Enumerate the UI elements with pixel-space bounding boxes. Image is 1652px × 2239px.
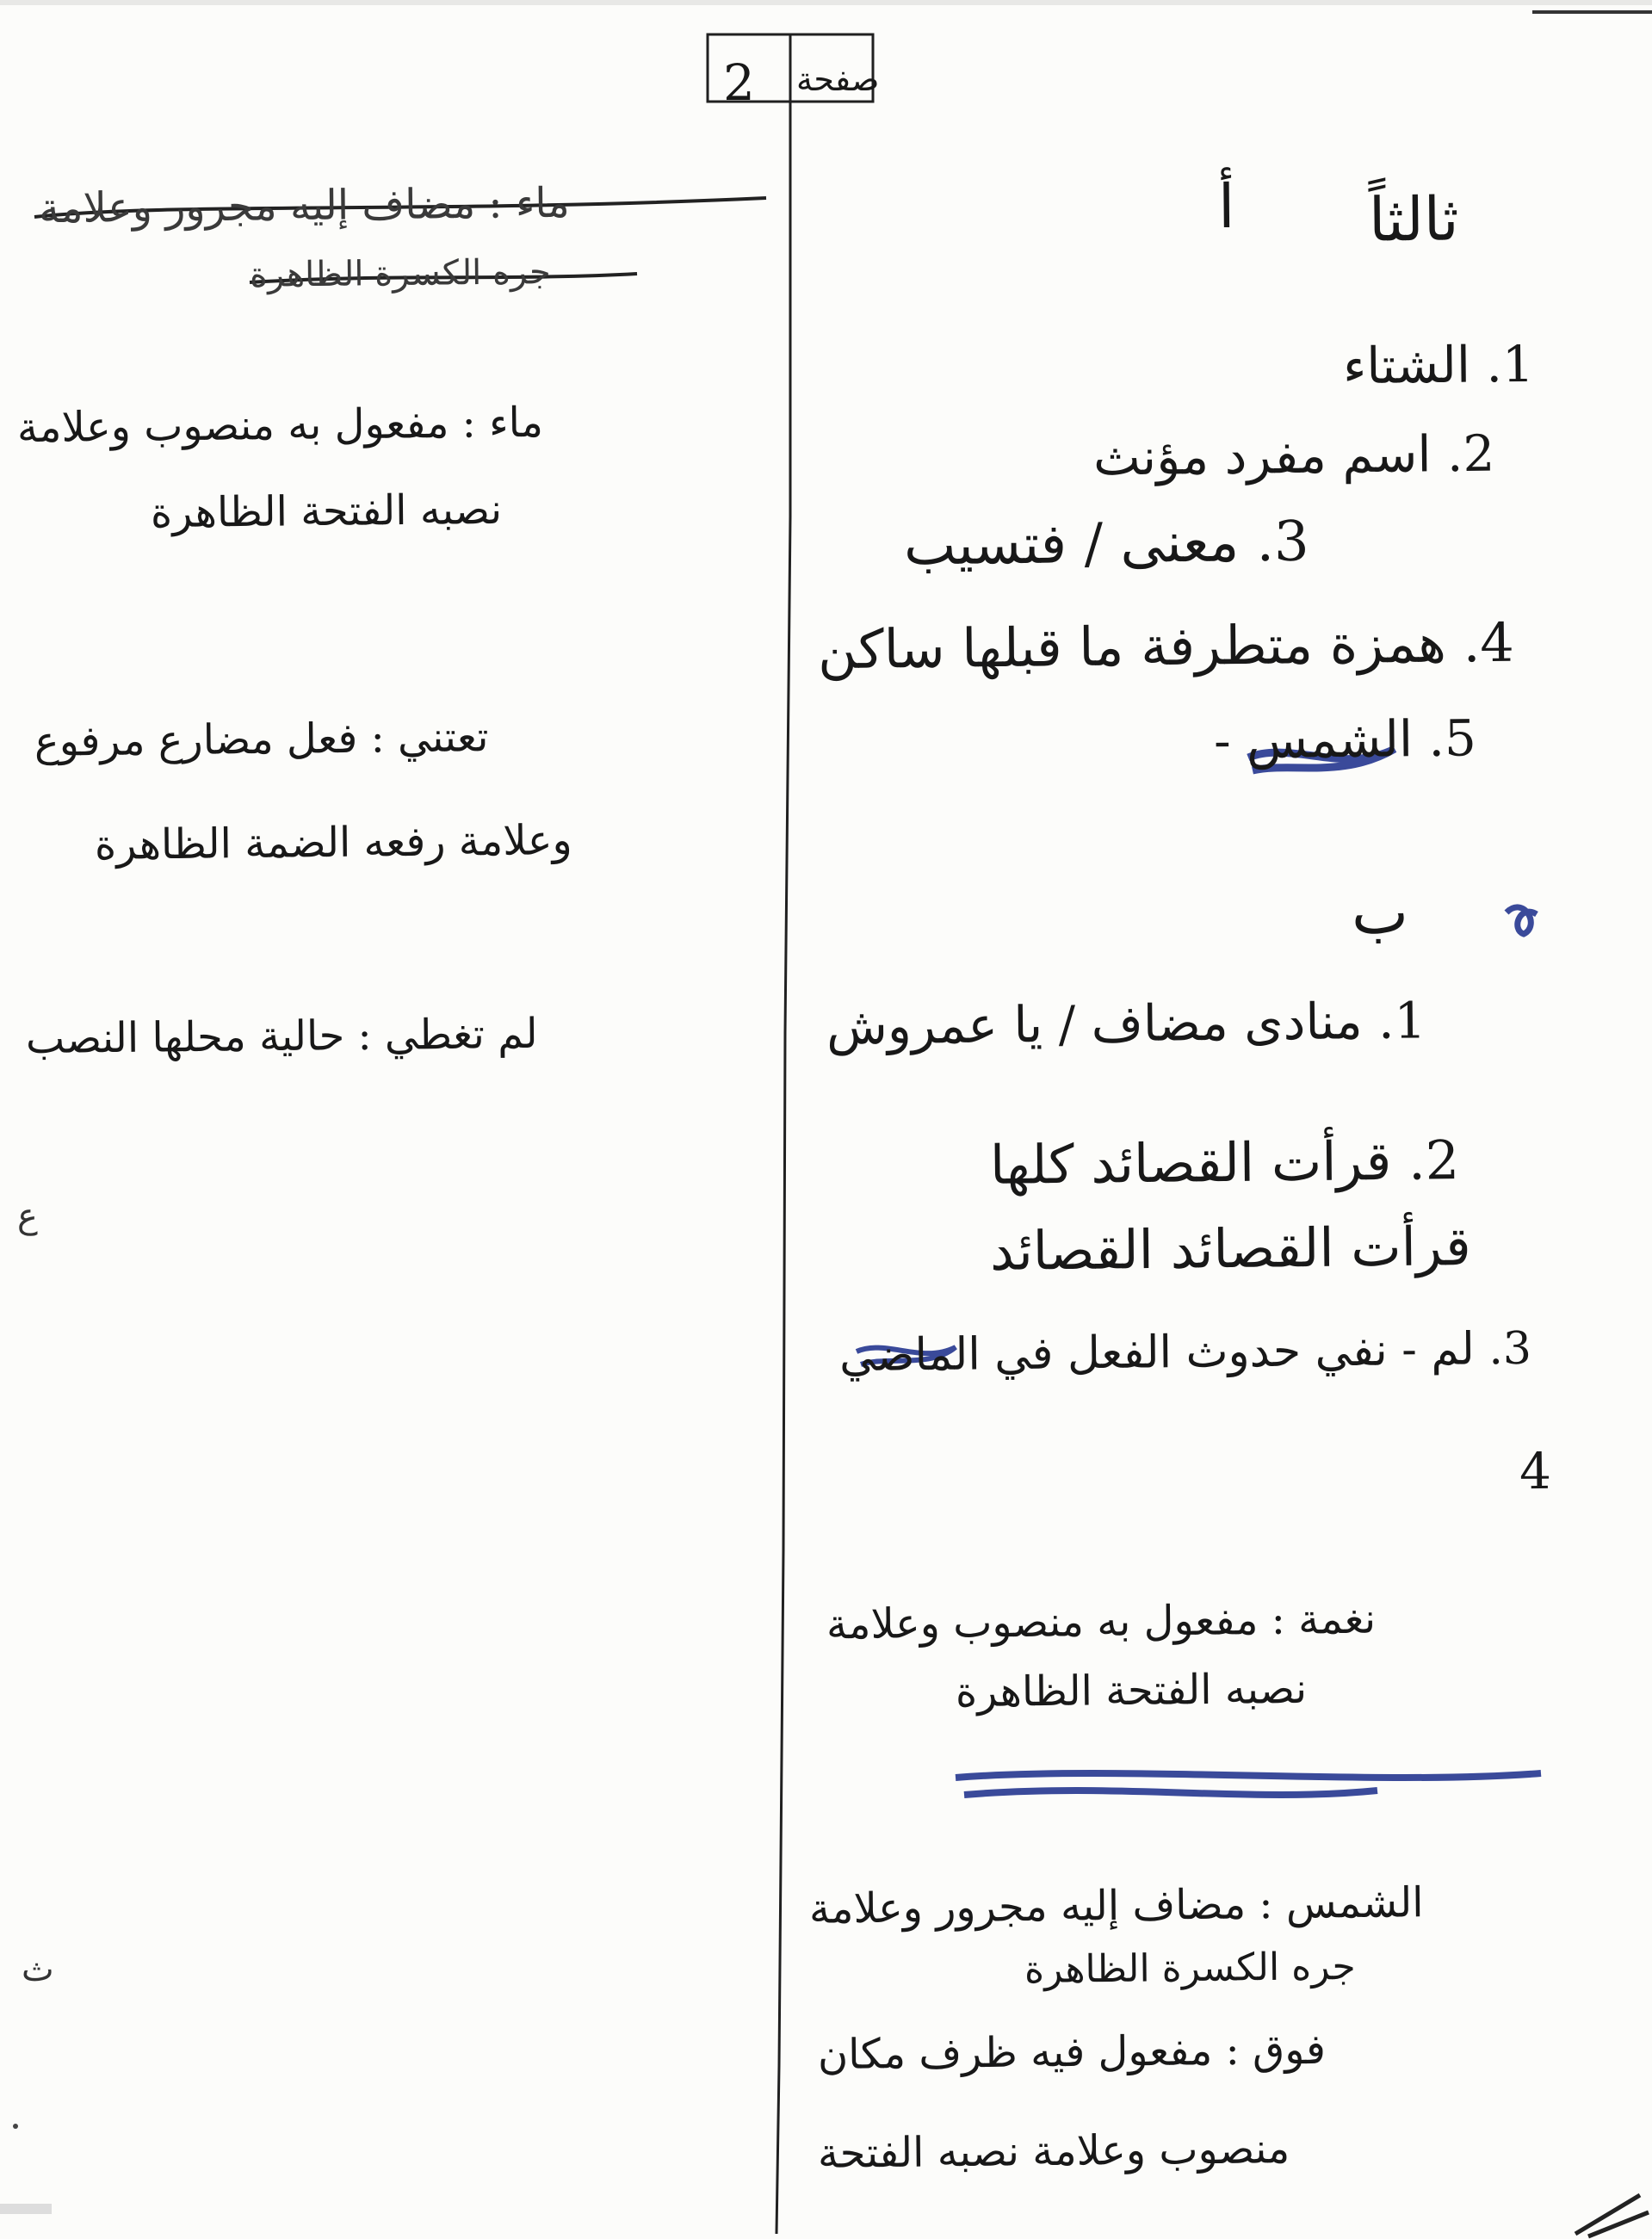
blue-scribble-part-b — [1507, 907, 1537, 934]
section-three-heading: ثالثاً — [1368, 183, 1460, 256]
answer-a-3: 3. معنى / فتسيب — [903, 510, 1309, 578]
scan-edge-top — [0, 0, 1652, 5]
page-number-digit: 2 — [723, 53, 755, 112]
irab-shams-line-1: الشمس : مضاف إليه مجرور وعلامة — [808, 1878, 1424, 1933]
answer-a-4: 4. همزة متطرفة ما قبلها ساكن — [817, 610, 1515, 682]
irab-nagham-line-1: نغمة : مفعول به منصوب وعلامة — [826, 1594, 1377, 1649]
irab-shams-line-2: جره الكسرة الظاهرة — [1024, 1944, 1356, 1993]
answer-b-1: 1. منادى مضاف / يا عمروش — [826, 991, 1426, 1056]
answer-a-5: 5. الشمس - — [1213, 708, 1477, 770]
corner-fold-mark — [1575, 2195, 1649, 2236]
answer-b-2b: قرأت القصائد القصائد — [989, 1215, 1472, 1283]
scan-speckle — [13, 2124, 18, 2129]
blue-strikeout-line — [956, 1773, 1541, 1795]
irab-maa-line-2: نصبه الفتحة الظاهرة — [150, 485, 503, 538]
irab-nagham-line-2: نصبه الفتحة الظاهرة — [955, 1664, 1308, 1717]
irab-maa-line-1: ماء : مفعول به منصوب وعلامة — [16, 398, 544, 453]
scan-edge-bottom — [0, 2204, 52, 2214]
part-a-label: أ — [1217, 170, 1235, 243]
answer-b-4: 4 — [1519, 1441, 1552, 1501]
irab-fawq-line-1: فوق : مفعول فيه ظرف مكان — [817, 2025, 1327, 2080]
page-number-word: صفحة — [796, 60, 880, 98]
answer-a-2: 2. اسم مفرد مؤنث — [1092, 424, 1495, 487]
irab-taatani-line-2: وعلامة رفعه الضمة الظاهرة — [94, 816, 572, 869]
struck-line-2: جره الكسرة الظاهرة — [249, 252, 551, 295]
margin-mark-1: ع — [17, 1197, 38, 1236]
answer-b-2a: 2. قرأت القصائد كلها — [989, 1129, 1460, 1197]
margin-mark-2: ث — [22, 1950, 54, 1989]
answer-b-3: 3. لم - نفي حدوث الفعل في الماضي — [838, 1322, 1532, 1382]
irab-taatani-line-1: تعتني : فعل مضارع مرفوع — [34, 713, 489, 766]
answer-a-1: 1. الشتاء — [1342, 334, 1535, 396]
column-divider-line — [777, 34, 790, 2234]
struck-line-1: ماء : مضاف إليه مجرور وعلامة — [38, 178, 570, 233]
irab-fawq-line-2: منصوب وعلامة نصبه الفتحة — [817, 2125, 1290, 2178]
irab-lam-tughatti-line: لم تغطي : حالية محلها النصب — [25, 1009, 538, 1064]
part-b-label: ب — [1351, 876, 1409, 949]
